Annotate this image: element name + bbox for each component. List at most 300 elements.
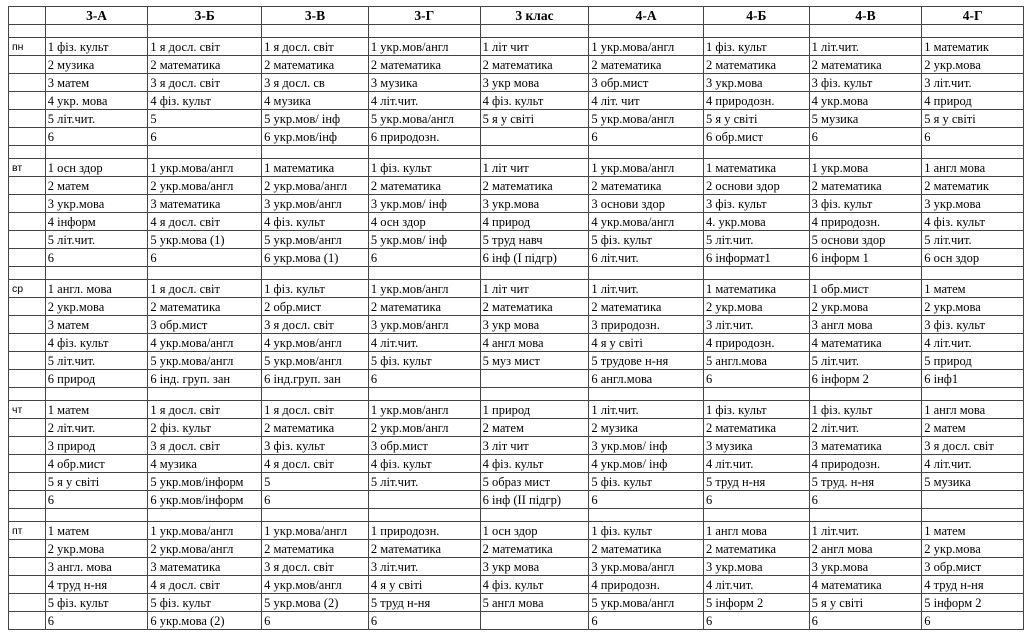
lesson-cell: 4 природ (480, 213, 589, 231)
empty-cell (9, 509, 46, 522)
lesson-cell: 3 фіз. культ (703, 195, 809, 213)
empty-cell (9, 213, 46, 231)
lesson-cell: 4 математика (809, 334, 922, 352)
lesson-cell: 4 фіз. культ (45, 334, 148, 352)
col-header: 4-Г (922, 7, 1024, 25)
empty-cell (368, 146, 480, 159)
lesson-cell: 1 осн здор (45, 159, 148, 177)
lesson-cell: 3 укр.мова (45, 195, 148, 213)
lesson-cell: 5 укр.мова/англ (589, 594, 704, 612)
lesson-cell: 3 фіз. культ (262, 437, 369, 455)
lesson-cell: 1 матем (45, 522, 148, 540)
empty-cell (922, 509, 1024, 522)
lesson-cell: 2 літ.чит. (45, 419, 148, 437)
lesson-cell: 1 я досл. світ (148, 401, 262, 419)
lesson-row (9, 280, 1024, 298)
lesson-cell: 1 матем (922, 522, 1024, 540)
lesson-cell: 3 матем (45, 316, 148, 334)
lesson-cell: 6 (922, 128, 1024, 146)
lesson-cell: 1 англ мова (703, 522, 809, 540)
lesson-cell: 1 літ.чит. (589, 280, 704, 298)
empty-cell (45, 25, 148, 38)
lesson-row (9, 92, 1024, 110)
lesson-cell: 2 матем (922, 419, 1024, 437)
lesson-cell: 3 укр.мова (703, 558, 809, 576)
lesson-cell: 4 англ мова (480, 334, 589, 352)
lesson-cell: 2 математика (703, 56, 809, 74)
lesson-cell: 6 (809, 128, 922, 146)
lesson-cell: 4 укр.мов/англ (262, 334, 369, 352)
lesson-cell: 2 математика (703, 540, 809, 558)
lesson-cell: 2 математика (589, 540, 704, 558)
lesson-cell: 3 укр.мова/англ (589, 558, 704, 576)
lesson-cell: 2 математик (922, 177, 1024, 195)
lesson-cell: 5 фіз. культ (589, 473, 704, 491)
lesson-cell: 1 укр.мова/англ (589, 38, 704, 56)
lesson-cell: 1 літ чит (480, 280, 589, 298)
lesson-cell: 6 природ (45, 370, 148, 388)
lesson-cell (922, 491, 1024, 509)
lesson-cell: 5 музика (922, 473, 1024, 491)
lesson-cell: 4 укр.мова/англ (589, 213, 704, 231)
lesson-row (9, 419, 1024, 437)
lesson-cell: 4 музика (262, 92, 369, 110)
lesson-cell: 6 (809, 491, 922, 509)
lesson-cell: 3 укр.мов/ інф (589, 437, 704, 455)
lesson-row (9, 74, 1024, 92)
lesson-cell: 6 інф (І підгр) (480, 249, 589, 267)
lesson-cell: 5 укр.мова (1) (148, 231, 262, 249)
lesson-cell: 4 фіз. культ (922, 213, 1024, 231)
lesson-cell: 4 укр.мов/ інф (589, 455, 704, 473)
lesson-cell: 3 математика (148, 558, 262, 576)
lesson-cell: 3 природозн. (589, 316, 704, 334)
lesson-cell: 6 (703, 491, 809, 509)
lesson-cell: 5 я у світі (922, 110, 1024, 128)
lesson-row (9, 249, 1024, 267)
lesson-cell: 4 фіз. культ (480, 455, 589, 473)
lesson-cell: 3 фіз. культ (922, 316, 1024, 334)
lesson-row (9, 370, 1024, 388)
lesson-cell: 1 укр.мова/англ (262, 522, 369, 540)
lesson-cell: 3 літ.чит. (922, 74, 1024, 92)
empty-cell (9, 56, 46, 74)
day-label: пт (9, 522, 46, 540)
empty-cell (9, 74, 46, 92)
corner-cell (9, 7, 46, 25)
lesson-cell: 4 я досл. світ (148, 213, 262, 231)
empty-cell (262, 267, 369, 280)
empty-cell (480, 388, 589, 401)
empty-cell (368, 388, 480, 401)
empty-cell (480, 509, 589, 522)
lesson-cell: 3 я досл. світ (262, 558, 369, 576)
lesson-cell: 6 укр.мов/інформ (148, 491, 262, 509)
lesson-row (9, 576, 1024, 594)
lesson-cell: 5 укр.мова/англ (589, 110, 704, 128)
day-separator-row (9, 509, 1024, 522)
lesson-cell: 1 фіз. культ (262, 280, 369, 298)
lesson-cell: 5 англ мова (480, 594, 589, 612)
lesson-cell: 3 математика (809, 437, 922, 455)
lesson-cell: 6 обр.мист (703, 128, 809, 146)
empty-cell (703, 267, 809, 280)
lesson-cell: 4 літ.чит. (703, 455, 809, 473)
lesson-row (9, 177, 1024, 195)
lesson-cell: 1 я досл. світ (148, 280, 262, 298)
lesson-cell: 1 літ.чит. (589, 401, 704, 419)
lesson-row (9, 38, 1024, 56)
empty-cell (480, 25, 589, 38)
empty-cell (809, 25, 922, 38)
lesson-cell: 1 матем (45, 401, 148, 419)
lesson-cell: 2 укр.мова/англ (262, 177, 369, 195)
empty-cell (480, 267, 589, 280)
lesson-cell: 1 я досл. світ (262, 38, 369, 56)
day-separator-row (9, 146, 1024, 159)
lesson-cell: 5 труд н-ня (368, 594, 480, 612)
lesson-row (9, 473, 1024, 491)
lesson-cell: 6 осн здор (922, 249, 1024, 267)
lesson-cell: 2 музика (589, 419, 704, 437)
lesson-cell: 4 осн здор (368, 213, 480, 231)
lesson-cell: 5 літ.чит. (368, 473, 480, 491)
empty-cell (9, 352, 46, 370)
lesson-cell: 4 укр. мова (45, 92, 148, 110)
lesson-cell: 2 математика (368, 298, 480, 316)
lesson-cell: 5 я у світі (480, 110, 589, 128)
lesson-cell: 2 математика (368, 56, 480, 74)
lesson-cell: 1 фіз. культ (703, 38, 809, 56)
lesson-cell: 6 (45, 128, 148, 146)
col-header: 3 клас (480, 7, 589, 25)
lesson-cell: 2 укр.мова (922, 298, 1024, 316)
lesson-row (9, 352, 1024, 370)
lesson-cell: 5 трудове н-ня (589, 352, 704, 370)
lesson-cell: 4 фіз. культ (262, 213, 369, 231)
lesson-row (9, 522, 1024, 540)
lesson-cell: 5 укр.мова (2) (262, 594, 369, 612)
lesson-cell: 5 основи здор (809, 231, 922, 249)
lesson-cell: 1 укр.мова (809, 159, 922, 177)
empty-cell (9, 298, 46, 316)
lesson-row (9, 612, 1024, 630)
lesson-cell: 2 матем (45, 177, 148, 195)
lesson-cell: 6 (45, 249, 148, 267)
empty-cell (45, 388, 148, 401)
lesson-cell: 2 математика (703, 419, 809, 437)
lesson-cell: 2 англ мова (809, 540, 922, 558)
lesson-cell: 2 математика (480, 298, 589, 316)
lesson-cell: 3 укр.мова (922, 195, 1024, 213)
lesson-cell: 1 англ. мова (45, 280, 148, 298)
empty-cell (9, 491, 46, 509)
empty-cell (9, 437, 46, 455)
lesson-row (9, 334, 1024, 352)
lesson-row (9, 558, 1024, 576)
empty-cell (9, 231, 46, 249)
lesson-cell: 5 літ.чит. (703, 231, 809, 249)
lesson-row (9, 316, 1024, 334)
lesson-row (9, 401, 1024, 419)
lesson-cell: 1 фіз. культ (589, 522, 704, 540)
lesson-cell: 5 труд навч (480, 231, 589, 249)
empty-cell (589, 146, 704, 159)
lesson-row (9, 231, 1024, 249)
lesson-cell: 3 обр.мист (922, 558, 1024, 576)
lesson-cell: 3 я досл. св (262, 74, 369, 92)
lesson-cell: 5 фіз. культ (148, 594, 262, 612)
lesson-cell: 6 інд. груп. зан (148, 370, 262, 388)
empty-cell (9, 558, 46, 576)
lesson-cell: 1 математика (262, 159, 369, 177)
empty-cell (9, 316, 46, 334)
lesson-cell: 6 інф (ІІ підгр) (480, 491, 589, 509)
lesson-cell: 3 обр.мист (148, 316, 262, 334)
lesson-cell: 4 укр.мова/англ (148, 334, 262, 352)
lesson-cell: 5 я у світі (45, 473, 148, 491)
lesson-cell: 3 укр мова (480, 316, 589, 334)
lesson-cell: 5 англ.мова (703, 352, 809, 370)
empty-cell (9, 92, 46, 110)
lesson-cell: 3 матем (45, 74, 148, 92)
empty-cell (9, 146, 46, 159)
lesson-cell: 6 (368, 370, 480, 388)
lesson-cell: 4. укр.мова (703, 213, 809, 231)
lesson-cell: 5 літ.чит. (45, 231, 148, 249)
lesson-cell: 6 (809, 612, 922, 630)
lesson-cell: 2 основи здор (703, 177, 809, 195)
empty-cell (148, 509, 262, 522)
lesson-cell: 1 математика (703, 280, 809, 298)
lesson-cell: 4 природозн. (809, 213, 922, 231)
day-separator-row (9, 267, 1024, 280)
lesson-cell: 1 природ (480, 401, 589, 419)
empty-cell (9, 334, 46, 352)
lesson-cell: 4 музика (148, 455, 262, 473)
lesson-cell: 5 укр.мов/англ (262, 352, 369, 370)
col-header: 4-В (809, 7, 922, 25)
lesson-cell: 3 укр мова (480, 74, 589, 92)
lesson-row (9, 437, 1024, 455)
lesson-cell: 5 труд. н-ня (809, 473, 922, 491)
lesson-cell: 3 укр.мова (480, 195, 589, 213)
empty-cell (922, 267, 1024, 280)
empty-cell (9, 540, 46, 558)
empty-cell (703, 388, 809, 401)
empty-cell (589, 509, 704, 522)
lesson-cell: 5 літ.чит. (45, 110, 148, 128)
lesson-cell: 6 (262, 612, 369, 630)
empty-cell (9, 267, 46, 280)
lesson-cell: 2 літ.чит. (809, 419, 922, 437)
header-row (9, 7, 1024, 25)
lesson-cell: 3 я досл. світ (148, 437, 262, 455)
lesson-row (9, 56, 1024, 74)
lesson-cell: 4 труд н-ня (922, 576, 1024, 594)
empty-cell (148, 388, 262, 401)
day-label: пн (9, 38, 46, 56)
lesson-cell: 5 (148, 110, 262, 128)
empty-cell (703, 146, 809, 159)
lesson-cell: 4 я у світі (368, 576, 480, 594)
lesson-cell: 1 математика (703, 159, 809, 177)
lesson-cell: 2 укр.мова/англ (148, 177, 262, 195)
lesson-cell: 5 укр.мова/англ (148, 352, 262, 370)
lesson-cell: 3 обр.мист (368, 437, 480, 455)
lesson-cell: 4 труд н-ня (45, 576, 148, 594)
lesson-cell: 3 природ (45, 437, 148, 455)
lesson-cell: 6 природозн. (368, 128, 480, 146)
empty-cell (9, 388, 46, 401)
lesson-row (9, 128, 1024, 146)
day-separator-row (9, 25, 1024, 38)
empty-cell (9, 473, 46, 491)
lesson-cell: 2 укр.мова (922, 56, 1024, 74)
lesson-cell: 6 літ.чит. (589, 249, 704, 267)
lesson-cell: 6 інформат1 (703, 249, 809, 267)
lesson-cell: 3 укр.мов/англ (368, 316, 480, 334)
empty-cell (703, 509, 809, 522)
day-separator-row (9, 388, 1024, 401)
lesson-cell: 6 (45, 612, 148, 630)
lesson-cell: 3 фіз. культ (809, 195, 922, 213)
lesson-cell: 1 укр.мова/англ (148, 522, 262, 540)
lesson-cell: 6 (45, 491, 148, 509)
lesson-cell: 6 укр.мова (1) (262, 249, 369, 267)
lesson-cell: 3 літ.чит. (703, 316, 809, 334)
lesson-cell: 1 літ.чит. (809, 38, 922, 56)
lesson-cell: 4 літ.чит. (368, 92, 480, 110)
empty-cell (9, 419, 46, 437)
lesson-cell: 6 (703, 612, 809, 630)
lesson-cell: 3 я досл. світ (922, 437, 1024, 455)
lesson-cell: 3 укр.мов/ інф (368, 195, 480, 213)
col-header: 3-В (262, 7, 369, 25)
empty-cell (9, 110, 46, 128)
lesson-cell: 5 муз мист (480, 352, 589, 370)
lesson-cell: 6 (589, 491, 704, 509)
lesson-cell: 1 фіз. культ (368, 159, 480, 177)
lesson-cell: 1 математик (922, 38, 1024, 56)
lesson-cell: 3 я досл. світ (262, 316, 369, 334)
lesson-cell: 1 літ чит (480, 38, 589, 56)
lesson-cell: 5 я у світі (809, 594, 922, 612)
lesson-cell: 1 осн здор (480, 522, 589, 540)
lesson-cell: 3 укр.мов/англ (262, 195, 369, 213)
empty-cell (9, 249, 46, 267)
empty-cell (922, 146, 1024, 159)
lesson-cell: 6 (589, 612, 704, 630)
empty-cell (589, 25, 704, 38)
empty-cell (9, 195, 46, 213)
lesson-cell: 3 я досл. світ (148, 74, 262, 92)
empty-cell (45, 509, 148, 522)
schedule-table (8, 6, 1024, 630)
lesson-cell: 2 укр.мова (703, 298, 809, 316)
lesson-cell: 3 укр.мова (703, 74, 809, 92)
empty-cell (148, 146, 262, 159)
lesson-cell: 3 музика (368, 74, 480, 92)
lesson-cell: 4 літ.чит. (922, 455, 1024, 473)
lesson-cell: 5 укр.мов/англ (262, 231, 369, 249)
empty-cell (9, 128, 46, 146)
lesson-cell: 1 укр.мова/англ (589, 159, 704, 177)
lesson-cell: 5 укр.мов/ інф (368, 231, 480, 249)
lesson-cell: 6 (148, 249, 262, 267)
lesson-cell: 5 інформ 2 (922, 594, 1024, 612)
empty-cell (809, 146, 922, 159)
lesson-cell: 1 фіз. культ (703, 401, 809, 419)
lesson-row (9, 594, 1024, 612)
lesson-cell: 2 математика (262, 540, 369, 558)
lesson-cell: 5 укр.мов/ інф (262, 110, 369, 128)
empty-cell (9, 177, 46, 195)
lesson-cell: 1 літ.чит. (809, 522, 922, 540)
lesson-row (9, 491, 1024, 509)
lesson-cell: 6 (589, 128, 704, 146)
lesson-cell: 2 укр.мова (45, 540, 148, 558)
lesson-cell: 5 літ.чит. (45, 352, 148, 370)
lesson-cell: 4 природ (922, 92, 1024, 110)
lesson-cell: 3 математика (148, 195, 262, 213)
lesson-row (9, 159, 1024, 177)
empty-cell (148, 25, 262, 38)
empty-cell (9, 455, 46, 473)
lesson-cell: 4 інформ (45, 213, 148, 231)
lesson-cell: 2 укр.мова/англ (148, 540, 262, 558)
lesson-cell: 4 літ.чит. (703, 576, 809, 594)
lesson-cell: 4 укр.мова (809, 92, 922, 110)
lesson-cell: 1 укр.мов/англ (368, 38, 480, 56)
lesson-row (9, 455, 1024, 473)
lesson-cell: 4 фіз. культ (368, 455, 480, 473)
lesson-cell: 2 фіз. культ (148, 419, 262, 437)
lesson-cell: 6 укр.мов/інф (262, 128, 369, 146)
lesson-cell: 6 укр.мова (2) (148, 612, 262, 630)
lesson-cell: 2 математика (148, 298, 262, 316)
lesson-cell: 6 (148, 128, 262, 146)
lesson-cell: 2 укр.мова (809, 298, 922, 316)
lesson-cell: 6 інформ 1 (809, 249, 922, 267)
lesson-cell: 1 я досл. світ (148, 38, 262, 56)
empty-cell (589, 388, 704, 401)
lesson-row (9, 298, 1024, 316)
lesson-cell: 1 англ мова (922, 401, 1024, 419)
lesson-cell: 1 природозн. (368, 522, 480, 540)
lesson-cell: 6 інф1 (922, 370, 1024, 388)
lesson-cell: 2 укр.мова (922, 540, 1024, 558)
empty-cell (368, 25, 480, 38)
lesson-cell: 4 природозн. (703, 334, 809, 352)
empty-cell (9, 594, 46, 612)
lesson-cell: 5 (262, 473, 369, 491)
lesson-cell: 1 я досл. світ (262, 401, 369, 419)
empty-cell (480, 146, 589, 159)
lesson-cell (480, 370, 589, 388)
lesson-cell: 6 (368, 612, 480, 630)
col-header: 4-А (589, 7, 704, 25)
lesson-cell: 1 англ мова (922, 159, 1024, 177)
lesson-cell (480, 128, 589, 146)
empty-cell (368, 509, 480, 522)
lesson-cell: 2 математика (262, 419, 369, 437)
lesson-row (9, 110, 1024, 128)
lesson-cell: 5 я у світі (703, 110, 809, 128)
lesson-cell: 2 укр.мова (45, 298, 148, 316)
empty-cell (809, 388, 922, 401)
lesson-cell: 6 (262, 491, 369, 509)
